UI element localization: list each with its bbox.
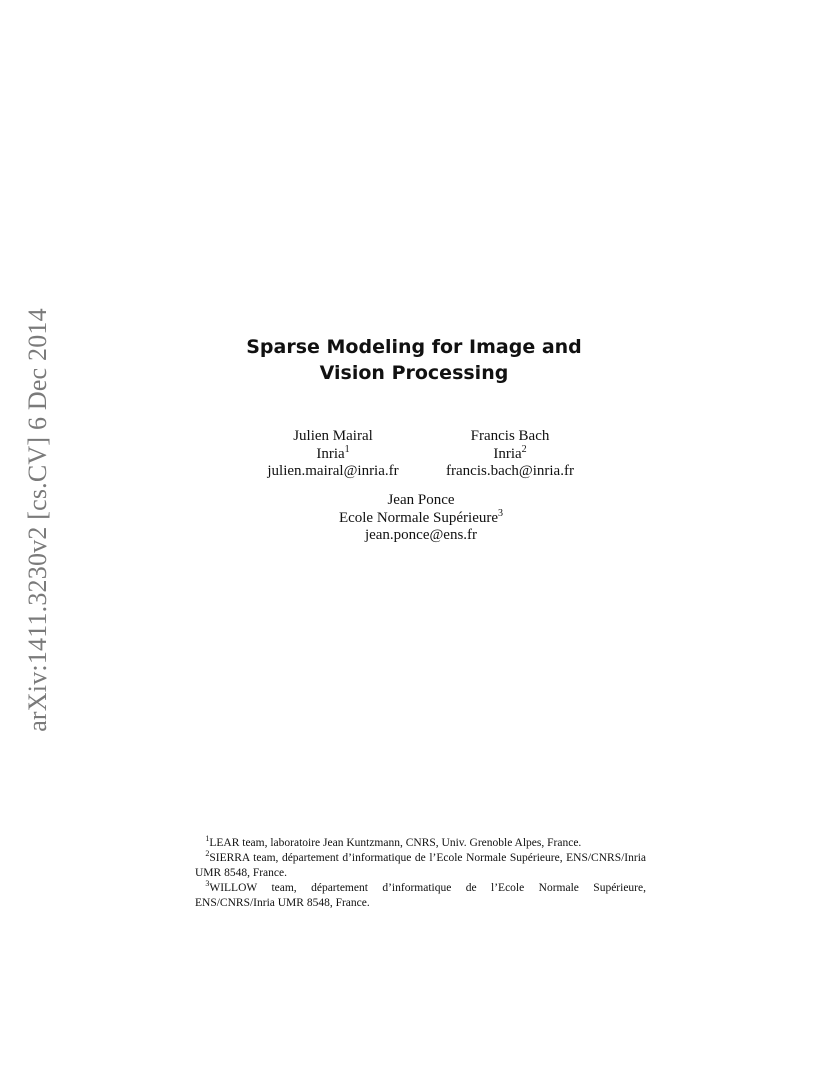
author-block-bach xyxy=(410,428,610,481)
affiliation-mark: 3 xyxy=(498,507,504,519)
author-affiliation: Ecole Normale Supérieure$^3$ xyxy=(338,507,504,526)
affiliation-mark: 1 xyxy=(344,443,350,455)
footnote-text: LEAR team, laboratoire Jean Kuntzmann, CNRS, Univ. Grenoble Alpes, France. xyxy=(209,837,582,849)
author-block-mairal xyxy=(233,428,433,481)
author-email[interactable]: jean.ponce@ens.fr xyxy=(364,527,478,543)
author-block-ponce xyxy=(290,492,552,545)
author-name: Julien Mairal xyxy=(293,428,373,444)
footnote-3 xyxy=(195,881,646,911)
footnote-text: SIERRA team, département d’informatique de l’Ecole Normale Supérieure, ENS/CNRS/Inria UMR 8548, France. xyxy=(195,852,646,879)
footnote-mark: 1 xyxy=(205,834,210,843)
title-line-2: Vision Processing xyxy=(319,362,509,384)
footnotes xyxy=(195,836,646,911)
footnote-2 xyxy=(195,851,646,881)
footnote-mark: 3 xyxy=(205,879,210,888)
paper-title xyxy=(0,334,828,386)
footnote-mark: 2 xyxy=(205,849,210,858)
author-affiliation: Inria$^1$ xyxy=(316,443,350,462)
title-line-1: Sparse Modeling for Image and xyxy=(246,336,582,358)
author-email[interactable]: francis.bach@inria.fr xyxy=(446,463,574,479)
footnote-text: WILLOW team, département d’informatique de l’Ecole Normale Supérieure, ENS/CNRS/Inria UMR 8548, France. xyxy=(195,882,646,909)
author-email[interactable]: julien.mairal@inria.fr xyxy=(267,463,399,479)
affiliation-mark: 2 xyxy=(521,443,527,455)
arxiv-identifier-stamp: arXiv:1411.3230v2 [cs.CV] 6 Dec 2014 xyxy=(23,308,52,732)
author-name: Jean Ponce xyxy=(387,492,455,508)
author-name: Francis Bach xyxy=(470,428,550,444)
author-affiliation: Inria$^2$ xyxy=(493,443,527,462)
footnote-1 xyxy=(195,836,646,851)
